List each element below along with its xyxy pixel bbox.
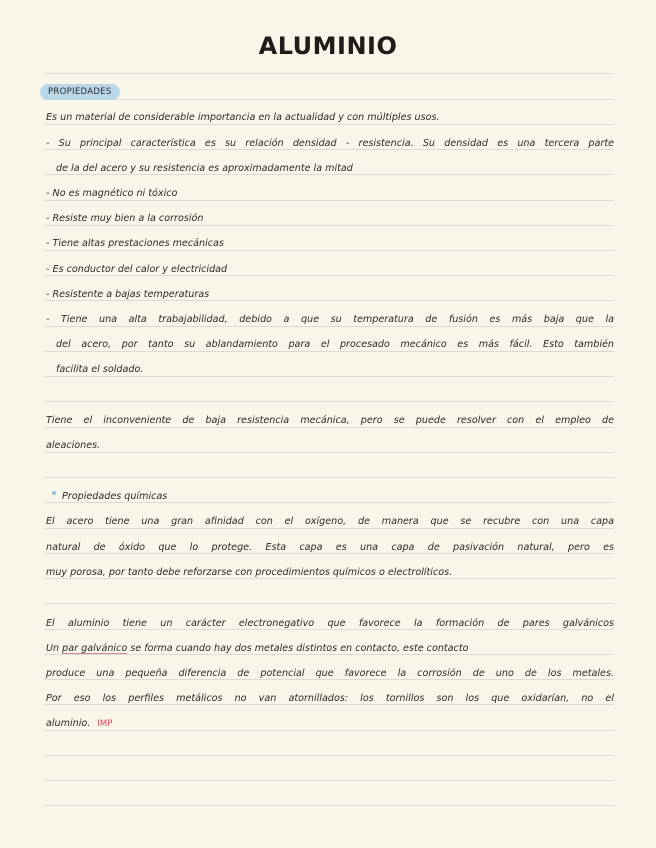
galvanic-line-prefix: Un: [46, 643, 60, 654]
ruled-line: [44, 528, 614, 529]
ruled-line: [44, 452, 614, 453]
bullet-icon: [52, 491, 56, 495]
ruled-line: [44, 225, 614, 226]
ruled-line: [44, 200, 614, 201]
ruled-line: [44, 326, 614, 327]
chemical-heading: Propiedades químicas: [62, 491, 168, 502]
ruled-line: [44, 73, 614, 74]
ruled-line: [44, 603, 614, 604]
property-item-magnetic: - No es magnético ni tóxico: [46, 188, 178, 199]
chemical-line: muy porosa, por tanto debe reforzarse con procedimientos químicos o electrolíticos.: [46, 567, 453, 578]
property-item-density-cont: de la del acero y su resistencia es aproximadamente la mitad: [56, 163, 353, 174]
ruled-line: [44, 477, 614, 478]
intro-line: Es un material de considerable importancia en la actualidad y con múltiples usos.: [46, 112, 440, 123]
property-item-workability-cont: facilita el soldado.: [56, 364, 144, 375]
property-item-density: - Su principal característica es su relación densidad - resistencia. Su densidad es una tercera parte: [46, 138, 614, 149]
property-item-mechanical: - Tiene altas prestaciones mecánicas: [46, 238, 224, 249]
page-title: ALUMINIO: [258, 32, 398, 60]
ruled-line: [44, 780, 614, 781]
galvanic-line: El aluminio tiene un carácter electronegativo que favorece la formación de pares galvánicos: [46, 618, 614, 629]
property-item-workability: - Tiene una alta trabajabilidad, debido a que su temperatura de fusión es más baja que la: [46, 314, 614, 325]
drawback-line: Tiene el inconveniente de baja resistencia mecánica, pero se puede resolver con el empleo de: [46, 415, 614, 426]
ruled-line: [44, 401, 614, 402]
chemical-line: natural de óxido que lo protege. Esta capa es una capa de pasivación natural, pero es: [46, 542, 614, 553]
ruled-line: [44, 250, 614, 251]
ruled-line: [44, 427, 614, 428]
ruled-line: [44, 351, 614, 352]
galvanic-line: produce una pequeña diferencia de potencial que favorece la corrosión de uno de los metales.: [46, 668, 614, 679]
galvanic-line-end: aluminio.: [46, 718, 91, 729]
property-item-conductor: - Es conductor del calor y electricidad: [46, 264, 228, 275]
ruled-line: [44, 376, 614, 377]
galvanic-line: Por eso los perfiles metálicos no van atornillados: los tornillos son los que oxidarían, no el: [46, 693, 614, 704]
galvanic-line-rest: se forma cuando hay dos metales distintos en contacto, este contacto: [130, 643, 469, 654]
ruled-line: [44, 99, 614, 100]
drawback-line: aleaciones.: [46, 440, 101, 451]
section-label: PROPIEDADES: [40, 84, 120, 100]
galvanic-line: [46, 643, 614, 655]
ruled-line: [44, 805, 614, 806]
ruled-line: [44, 124, 614, 125]
galvanic-line: [46, 718, 614, 730]
ruled-line: [44, 730, 614, 731]
property-item-temperature: - Resistente a bajas temperaturas: [46, 289, 210, 300]
chemical-line: El acero tiene una gran afinidad con el oxígeno, de manera que se recubre con una capa: [46, 516, 614, 527]
important-tag: IMP: [97, 719, 113, 729]
property-item-workability-cont: del acero, por tanto su ablandamiento para el procesado mecánico es más fácil. Esto también: [56, 339, 614, 350]
galvanic-term: par galvánico: [62, 643, 128, 654]
ruled-line: [44, 755, 614, 756]
property-item-corrosion: - Resiste muy bien a la corrosión: [46, 213, 204, 224]
